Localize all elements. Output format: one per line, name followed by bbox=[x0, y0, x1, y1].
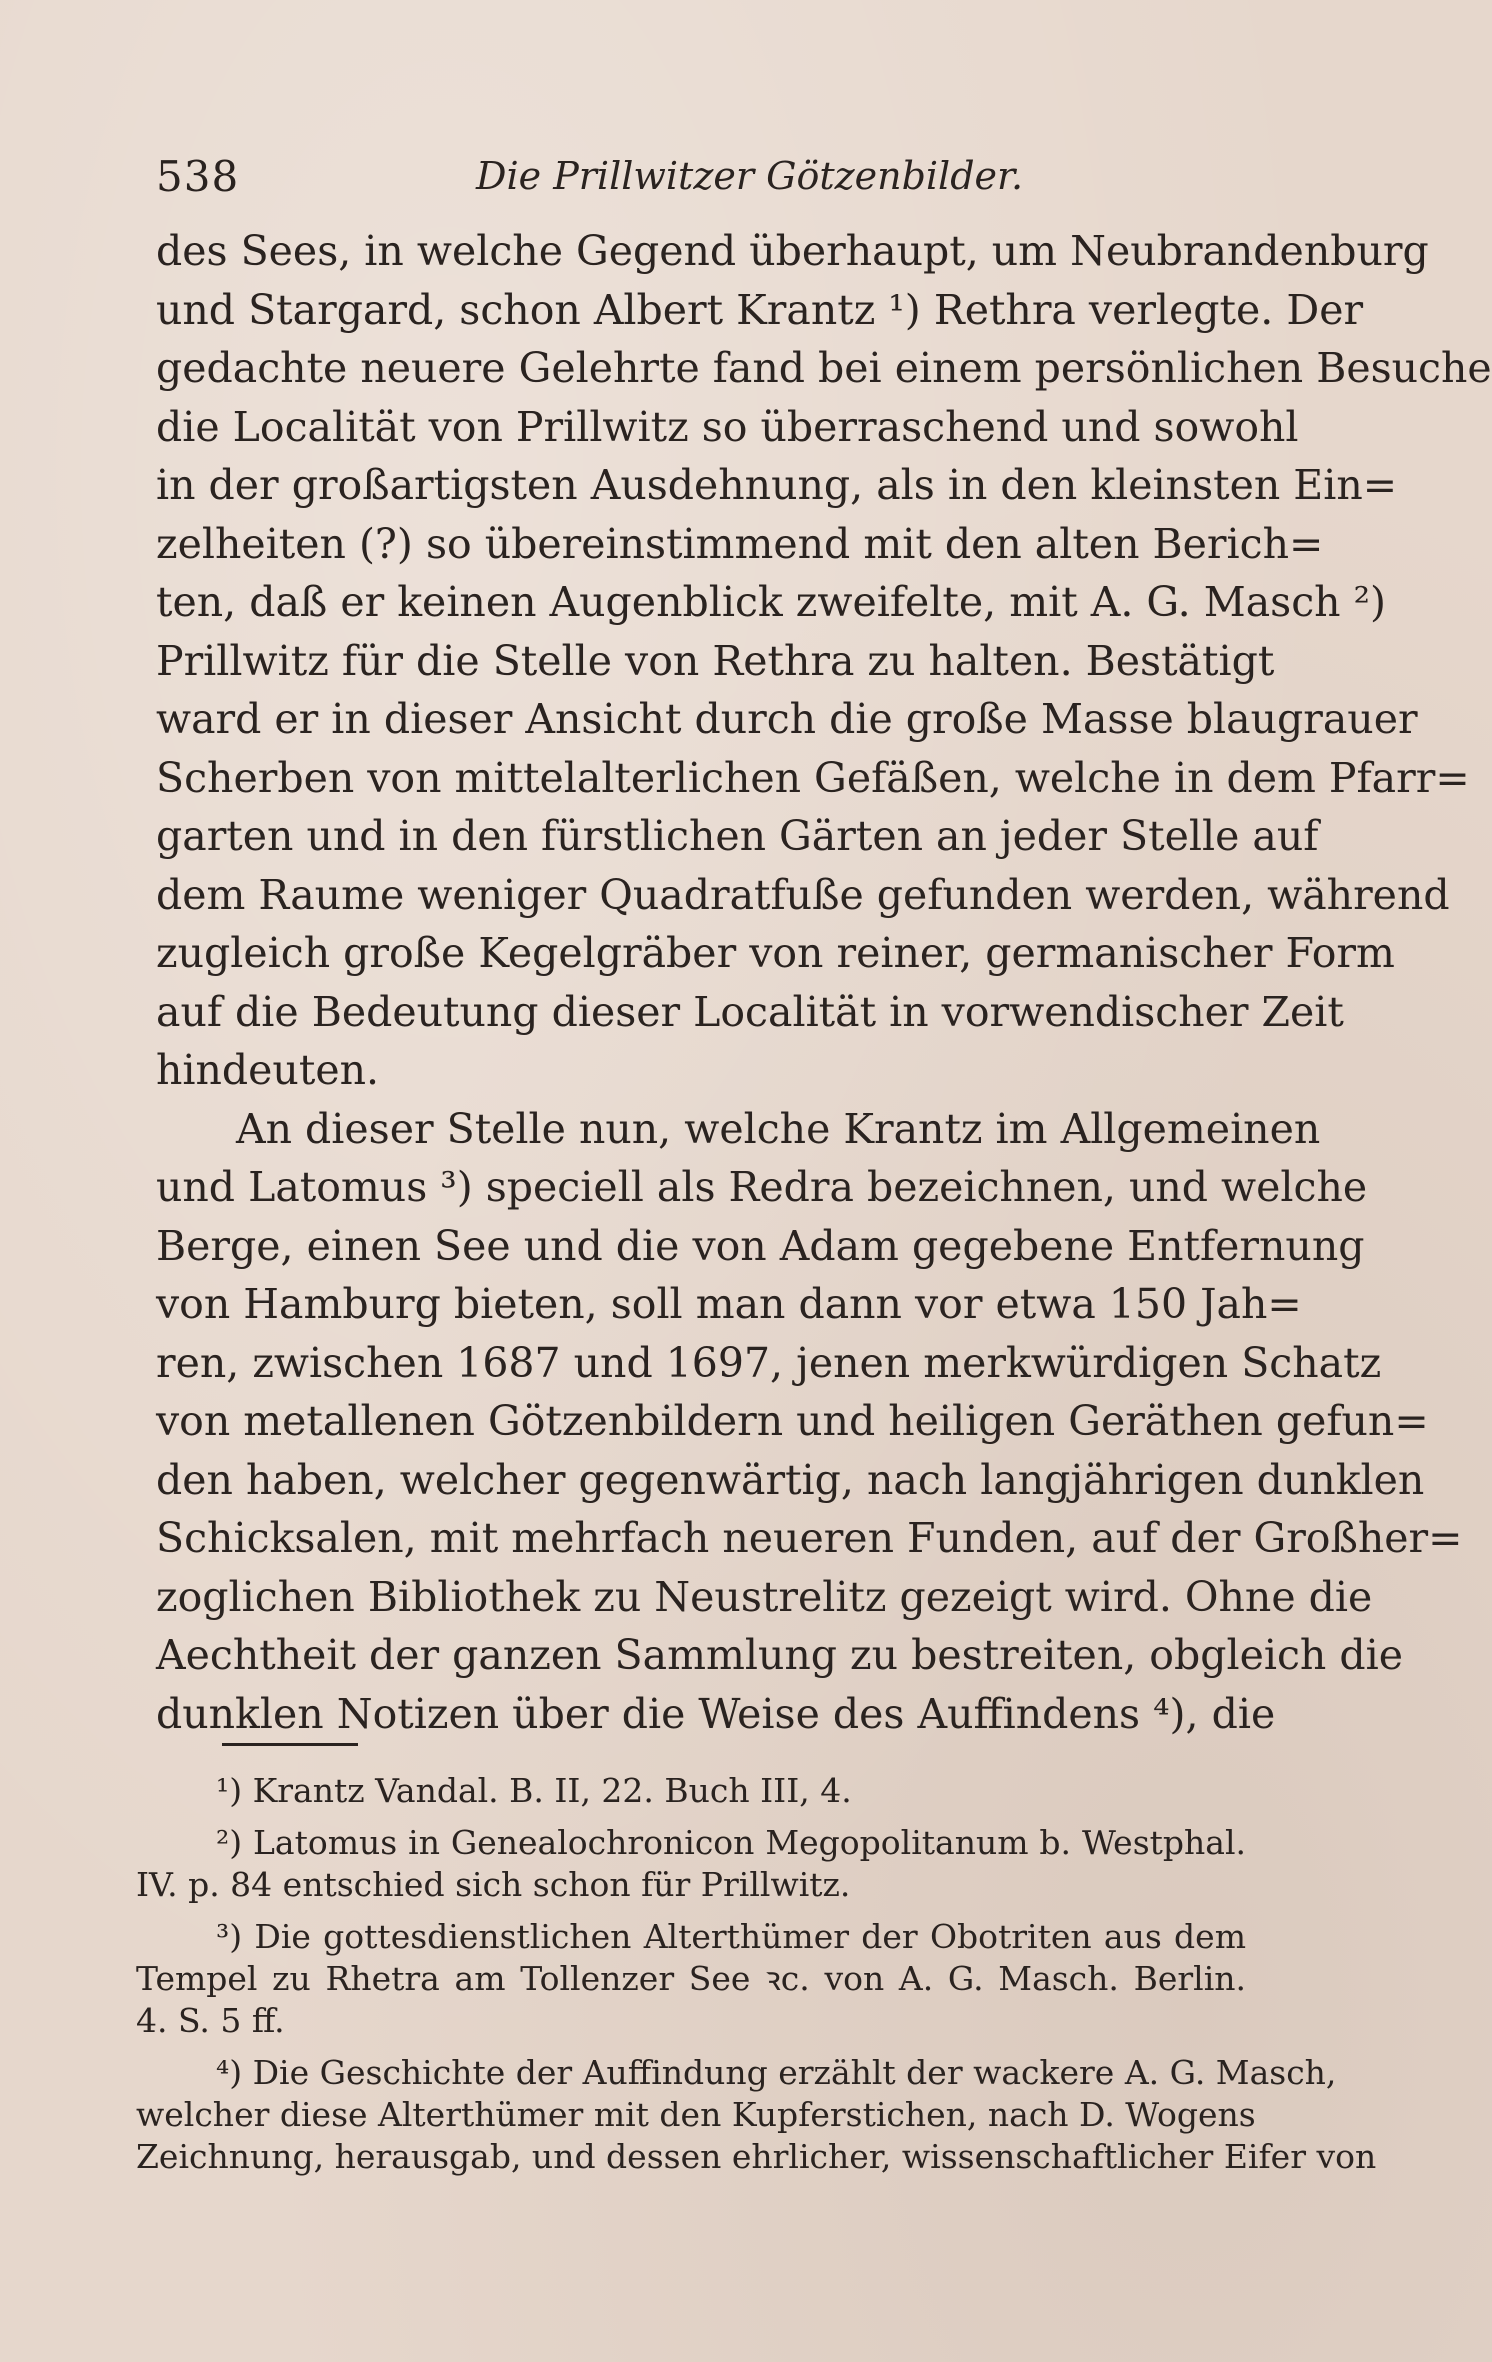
footnote-line: ³) Die gottesdienstlichen Alterthümer der Obotriten aus dem bbox=[216, 1917, 1246, 1956]
footnotes bbox=[136, 1770, 1377, 2178]
footnote-line: ²) Latomus in Genealochronicon Megopolitanum b. Westphal. bbox=[216, 1823, 1246, 1862]
text-line: Aechtheit der ganzen Sammlung zu bestreiten, obgleich die bbox=[156, 1631, 1403, 1679]
body-text bbox=[156, 222, 1492, 1743]
footnote-line: ¹) Krantz Vandal. B. II, 22. Buch III, 4. bbox=[216, 1771, 852, 1810]
footnote-divider bbox=[222, 1743, 358, 1746]
text-line: hindeuten. bbox=[156, 1046, 380, 1094]
text-line: An dieser Stelle nun, welche Krantz im Allgemeinen bbox=[236, 1104, 1321, 1153]
text-line: des Sees, in welche Gegend überhaupt, um Neubrandenburg bbox=[156, 227, 1429, 275]
footnote-1 bbox=[136, 1770, 1246, 1812]
footnote-3 bbox=[136, 1916, 1246, 2042]
text-line: von Hamburg bieten, soll man dann vor etwa 150 Jah= bbox=[156, 1280, 1302, 1328]
footnote-line: Zeichnung, herausgab, und dessen ehrlicher, wissenschaftlicher Eifer von bbox=[136, 2137, 1377, 2176]
text-line: Prillwitz für die Stelle von Rethra zu halten. Bestätigt bbox=[156, 636, 1275, 685]
text-line: die Localität von Prillwitz so überraschend und sowohl bbox=[156, 402, 1299, 451]
footnote-2 bbox=[136, 1822, 1246, 1906]
text-line: den haben, welcher gegenwärtig, nach langjährigen dunklen bbox=[156, 1455, 1425, 1504]
footnote-line: welcher diese Alterthümer mit den Kupferstichen, nach D. Wogens bbox=[136, 2095, 1256, 2134]
text-line: von metallenen Götzenbildern und heiligen Geräthen gefun= bbox=[156, 1397, 1429, 1445]
footnote-4 bbox=[136, 2052, 1377, 2178]
text-line: gedachte neuere Gelehrte fand bei einem persönlichen Besuche bbox=[156, 344, 1492, 392]
text-line: und Latomus ³) speciell als Redra bezeichnen, und welche bbox=[156, 1163, 1368, 1211]
footnote-line: Tempel zu Rhetra am Tollenzer See ꝛc. von A. G. Masch. Berlin. bbox=[136, 1959, 1246, 1998]
footnote-line: ⁴) Die Geschichte der Auffindung erzählt der wackere A. G. Masch, bbox=[216, 2053, 1337, 2092]
page-number: 538 bbox=[156, 151, 240, 201]
running-title: Die Prillwitzer Götzenbilder. bbox=[476, 154, 1024, 198]
text-line: Berge, einen See und die von Adam gegebene Entfernung bbox=[156, 1221, 1365, 1270]
text-line: zoglichen Bibliothek zu Neustrelitz gezeigt wird. Ohne die bbox=[156, 1572, 1373, 1621]
text-line: ren, zwischen 1687 und 1697, jenen merkwürdigen Schatz bbox=[156, 1338, 1382, 1387]
text-line: garten und in den fürstlichen Gärten an jeder Stelle auf bbox=[156, 812, 1319, 860]
text-line: auf die Bedeutung dieser Localität in vorwendischer Zeit bbox=[156, 987, 1344, 1036]
footnote-line: IV. p. 84 entschied sich schon für Prillwitz. bbox=[136, 1865, 851, 1904]
text-line: zelheiten (?) so übereinstimmend mit den alten Berich= bbox=[156, 519, 1324, 568]
text-line: dem Raume weniger Quadratfuße gefunden werden, während bbox=[156, 870, 1450, 919]
text-line: zugleich große Kegelgräber von reiner, germanischer Form bbox=[156, 929, 1395, 977]
running-head bbox=[156, 146, 1246, 206]
text-line: dunklen Notizen über die Weise des Auffindens ⁴), die bbox=[156, 1689, 1276, 1738]
text-line: ward er in dieser Ansicht durch die große Masse blaugrauer bbox=[156, 695, 1418, 743]
text-line: Scherben von mittelalterlichen Gefäßen, welche in dem Pfarr= bbox=[156, 753, 1470, 802]
text-line: ten, daß er keinen Augenblick zweifelte, mit A. G. Masch ²) bbox=[156, 578, 1387, 626]
text-line: in der großartigsten Ausdehnung, als in den kleinsten Ein= bbox=[156, 461, 1398, 509]
text-line: Schicksalen, mit mehrfach neueren Funden, auf der Großher= bbox=[156, 1514, 1463, 1562]
footnote-line: 4. S. 5 ff. bbox=[136, 2001, 285, 2040]
text-line: und Stargard, schon Albert Krantz ¹) Rethra verlegte. Der bbox=[156, 285, 1364, 334]
